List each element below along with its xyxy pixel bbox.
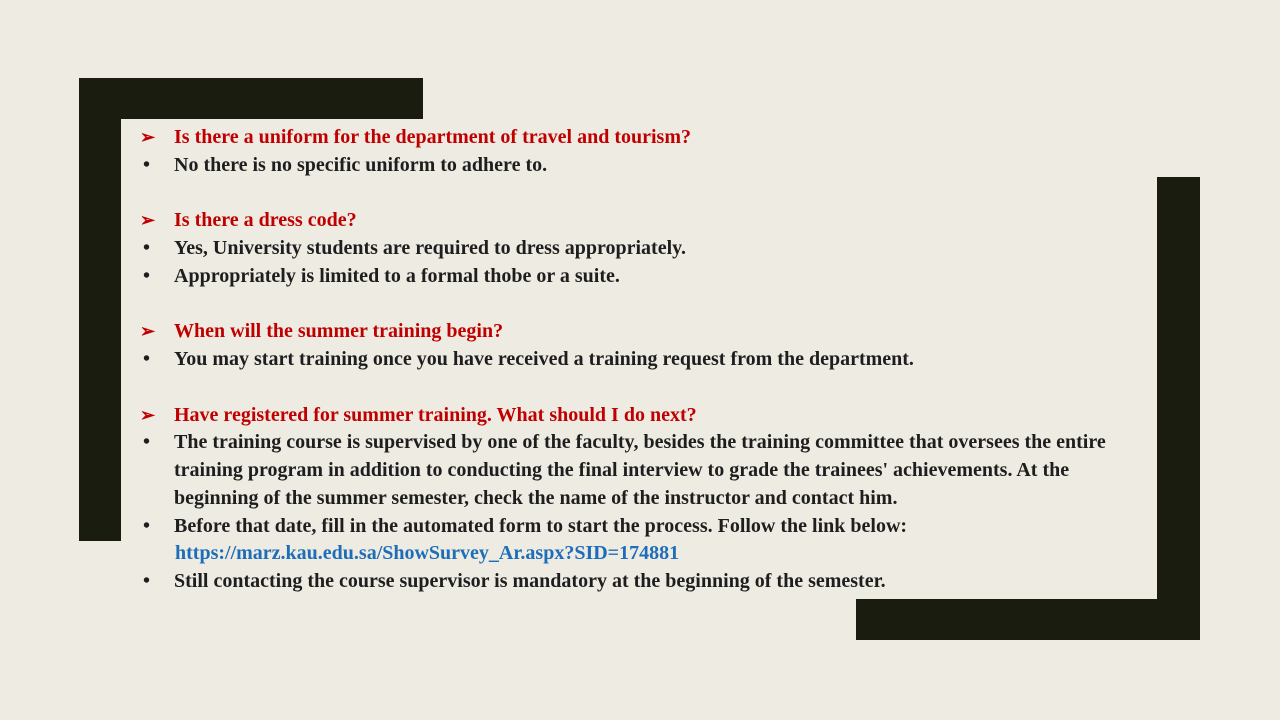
answer-3-1-text: You may start training once you have received a training request from the department. xyxy=(174,348,914,370)
answer-4-1-line-2: training program in addition to conducting the final interview to grade the trainees' achievements. At the xyxy=(174,459,1070,481)
answer-4-2-text: Before that date, fill in the automated form to start the process. Follow the link below: xyxy=(174,515,908,537)
answer-2-2-text: Appropriately is limited to a formal thobe or a suite. xyxy=(174,265,620,287)
arrow-bullet-icon: ➢ xyxy=(140,405,156,425)
answer-2-1-text: Yes, University students are required to dress appropriately. xyxy=(174,237,687,259)
answer-4-3-text: Still contacting the course supervisor is mandatory at the beginning of the semester. xyxy=(174,570,886,592)
answer-4-1-line-1: The training course is supervised by one of the faculty, besides the training committee that oversees the entire xyxy=(174,431,1106,453)
question-2-text: Is there a dress code? xyxy=(174,209,357,231)
bullet-icon: • xyxy=(143,237,151,259)
bullet-icon: • xyxy=(143,431,151,453)
bullet-icon: • xyxy=(143,515,151,537)
bullet-icon: • xyxy=(143,154,151,176)
answer-1-1-text: No there is no specific uniform to adhere to. xyxy=(174,154,548,176)
answer-4-1-line-3: beginning of the summer semester, check the name of the instructor and contact him. xyxy=(174,487,898,509)
survey-link[interactable]: https://marz.kau.edu.sa/ShowSurvey_Ar.aspx?SID=174881 xyxy=(175,542,680,564)
question-4-text: Have registered for summer training. What should I do next? xyxy=(174,404,697,426)
bullet-icon: • xyxy=(143,570,151,592)
arrow-bullet-icon: ➢ xyxy=(140,127,156,147)
question-1-text: Is there a uniform for the department of travel and tourism? xyxy=(174,126,691,148)
arrow-bullet-icon: ➢ xyxy=(140,321,156,341)
bullet-icon: • xyxy=(143,348,151,370)
question-3-text: When will the summer training begin? xyxy=(174,320,504,342)
bullet-icon: • xyxy=(143,265,151,287)
arrow-bullet-icon: ➢ xyxy=(140,210,156,230)
